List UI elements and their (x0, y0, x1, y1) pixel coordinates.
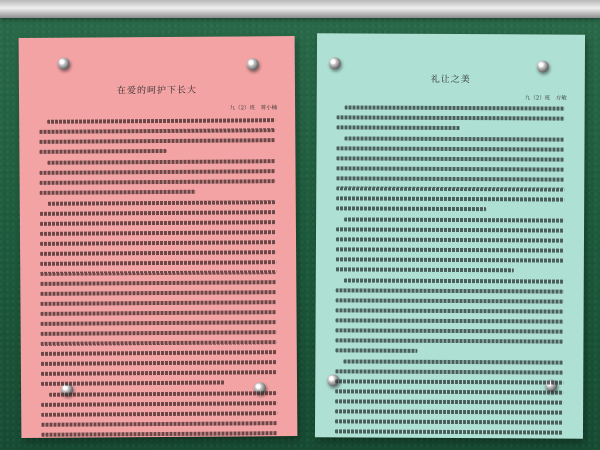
text-line (39, 138, 275, 144)
right-essay-title: 礼让之美 (430, 74, 471, 86)
text-line (49, 391, 277, 397)
text-line (39, 128, 275, 134)
text-line (336, 318, 564, 323)
text-line (40, 300, 276, 306)
text-line (336, 176, 564, 181)
text-line (40, 250, 276, 256)
text-line (335, 348, 417, 352)
text-line (335, 338, 563, 343)
text-line (336, 196, 564, 201)
text-line (336, 288, 564, 293)
text-line (41, 310, 277, 316)
text-line (48, 200, 276, 206)
text-line (40, 190, 196, 195)
text-line (336, 247, 564, 252)
right-essay-author: 九（2）班 方敏 (524, 95, 567, 102)
push-pin-icon (537, 60, 549, 72)
text-line (344, 217, 564, 222)
text-line (41, 340, 277, 346)
text-line (47, 118, 275, 124)
mint-essay-paper (315, 33, 585, 438)
text-line (39, 149, 166, 154)
push-pin-icon (329, 57, 341, 69)
left-essay-body (39, 118, 277, 438)
text-line (41, 401, 277, 407)
text-line (47, 159, 275, 165)
text-line (344, 136, 564, 141)
text-line (336, 186, 564, 191)
text-line (335, 399, 563, 404)
board-top-frame (0, 0, 600, 18)
text-line (336, 206, 486, 211)
text-line (336, 146, 564, 151)
text-line (41, 431, 277, 437)
text-line (40, 240, 276, 246)
text-line (40, 179, 276, 185)
text-line (41, 350, 277, 356)
text-line (335, 369, 563, 374)
text-line (343, 359, 563, 364)
text-line (41, 360, 277, 366)
text-line (336, 257, 564, 262)
text-line (40, 270, 276, 276)
pink-essay-paper (19, 36, 298, 438)
text-line (336, 308, 564, 313)
text-line (41, 421, 277, 427)
text-line (40, 220, 276, 226)
text-line (335, 429, 563, 434)
text-line (40, 169, 276, 175)
text-line (41, 381, 225, 386)
text-line (336, 166, 564, 171)
text-line (336, 227, 564, 232)
text-line (40, 210, 276, 216)
text-line (337, 115, 565, 120)
text-line (335, 389, 563, 394)
push-pin-icon (58, 58, 70, 70)
push-pin-icon (247, 58, 259, 70)
text-line (336, 267, 514, 272)
text-line (41, 411, 277, 417)
text-line (335, 379, 563, 384)
text-line (40, 290, 276, 296)
text-line (335, 419, 563, 424)
left-essay-author: 九（2）班 蒋小楠 (229, 105, 278, 112)
text-line (336, 298, 564, 303)
right-essay-body (335, 105, 565, 438)
text-line (336, 237, 564, 242)
text-line (41, 330, 277, 336)
left-essay-title: 在爱的呵护下长大 (116, 85, 198, 97)
text-line (40, 260, 276, 266)
text-line (41, 370, 277, 376)
text-line (40, 280, 276, 286)
text-line (344, 278, 564, 283)
text-line (335, 328, 563, 333)
text-line (337, 125, 460, 130)
text-line (336, 156, 564, 161)
text-line (41, 320, 277, 326)
text-line (345, 105, 565, 110)
text-line (40, 230, 276, 236)
text-line (335, 409, 563, 414)
